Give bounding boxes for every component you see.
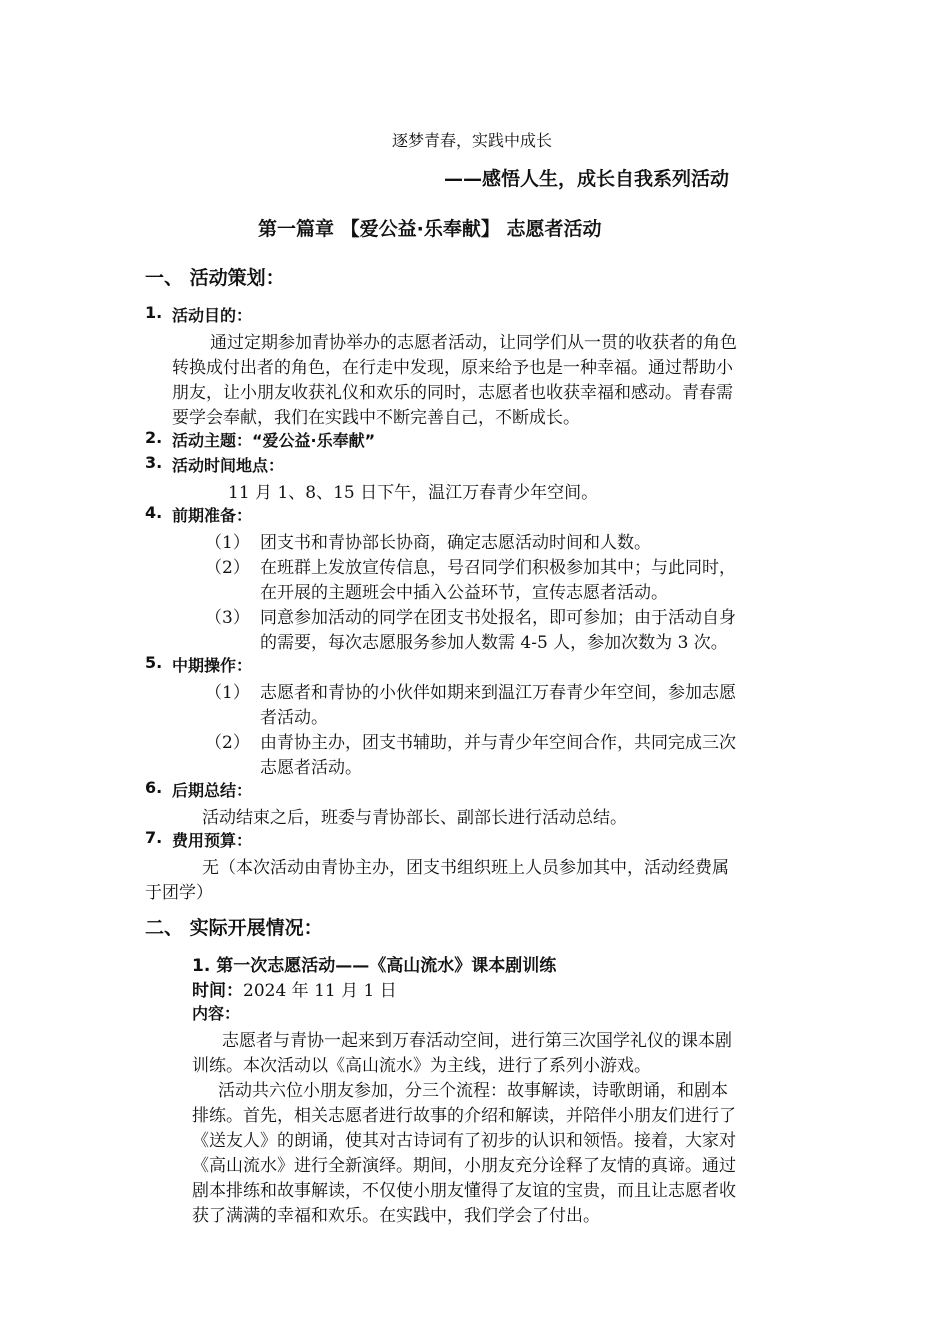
item-number: 1. [145,303,163,322]
activity-title: 1. 第一次志愿活动——《高山流水》课本剧训练 [192,956,557,976]
item-label-budget: 费用预算： [172,831,253,850]
paragraph-line: 者活动。 [260,708,328,728]
paragraph-line: 由青协主办，团支书辅助，并与青少年空间合作，共同完成三次 [260,733,736,753]
item-label-theme: 活动主题：“爱公益·乐奉献” [172,431,376,450]
paragraph-line: 要学会奉献，我们在实践中不断完善自己，不断成长。 [172,408,580,428]
subitem-number: （1） [205,683,250,703]
paragraph-line: 的需要，每次志愿服务参加人数需 4-5 人，参加次数为 3 次。 [260,633,728,653]
paragraph-line: 《高山流水》进行全新演绎。期间，小朋友充分诠释了友情的真谛。通过 [192,1156,736,1176]
section2-heading: 二、 实际开展情况： [145,917,323,939]
paragraph-line: 团支书和青协部长协商，确定志愿活动时间和人数。 [260,533,651,553]
item-label-purpose: 活动目的： [172,306,253,325]
paragraph-line: 志愿者和青协的小伙伴如期来到温江万春青少年空间，参加志愿 [260,683,736,703]
item-number: 7. [145,828,163,847]
item-number: 6. [145,778,163,797]
subitem-number: （2） [205,733,250,753]
paragraph-line: 在班群上发放宣传信息，号召同学们积极参加其中；与此同时， [260,558,736,578]
paragraph-line: 11 月 1、8、15 日下午，温江万春青少年空间。 [228,483,599,503]
subitem-number: （3） [205,608,250,628]
paragraph-line: 无（本次活动由青协主办，团支书组织班上人员参加其中，活动经费属 [202,858,729,878]
slogan: 逐梦青春，实践中成长 [392,131,553,150]
item-label-preparation: 前期准备： [172,506,253,525]
paragraph-line: 活动结束之后，班委与青协部长、副部长进行活动总结。 [202,808,627,828]
paragraph-line: 同意参加活动的同学在团支书处报名，即可参加；由于活动自身 [260,608,736,628]
subitem-number: （1） [205,533,250,553]
paragraph-line: 排练。首先，相关志愿者进行故事的介绍和解读，并陪伴小朋友们进行了 [192,1106,736,1126]
paragraph-line: 志愿者与青协一起来到万春活动空间，进行第三次国学礼仪的课本剧 [222,1031,732,1051]
item-label-summary: 后期总结： [172,781,253,800]
subitem-number: （2） [205,558,250,578]
paragraph-line: 获了满满的幸福和欢乐。在实践中，我们学会了付出。 [192,1206,600,1226]
item-label-operation: 中期操作： [172,656,253,675]
paragraph-line: 活动共六位小朋友参加，分三个流程：故事解读，诗歌朗诵，和剧本 [218,1081,728,1101]
paragraph-line: 于团学） [145,883,213,903]
time-label: 时间： [192,981,243,1001]
paragraph-line: 朋友，让小朋友收获礼仪和欢乐的同时，志愿者也收获幸福和感动。青春需 [172,383,733,403]
item-number: 4. [145,503,163,522]
subtitle: ——感悟人生，成长自我系列活动 [444,168,730,190]
paragraph-line: 训练。本次活动以《高山流水》为主线，进行了系列小游戏。 [192,1056,651,1076]
paragraph-line: 《送友人》的朗诵，使其对古诗词有了初步的认识和领悟。接着，大家对 [192,1131,736,1151]
chapter-title: 第一篇章 【爱公益·乐奉献】 志愿者活动 [258,218,602,240]
paragraph-line: 通过定期参加青协举办的志愿者活动，让同学们从一贯的收获者的角色 [210,333,737,353]
time-value: 2024 年 11 月 1 日 [243,981,397,1001]
item-number: 5. [145,653,163,672]
item-label-time-place: 活动时间地点： [172,456,285,475]
item-number: 3. [145,453,163,472]
item-number: 2. [145,428,163,447]
paragraph-line: 转换成付出者的角色，在行走中发现，原来给予也是一种幸福。通过帮助小 [172,358,733,378]
paragraph-line: 剧本排练和故事解读，不仅使小朋友懂得了友谊的宝贵，而且让志愿者收 [192,1181,736,1201]
paragraph-line: 在开展的主题班会中插入公益环节，宣传志愿者活动。 [260,583,668,603]
content-label: 内容： [192,1004,241,1023]
section1-heading: 一、 活动策划： [145,267,285,289]
paragraph-line: 志愿者活动。 [260,758,362,778]
